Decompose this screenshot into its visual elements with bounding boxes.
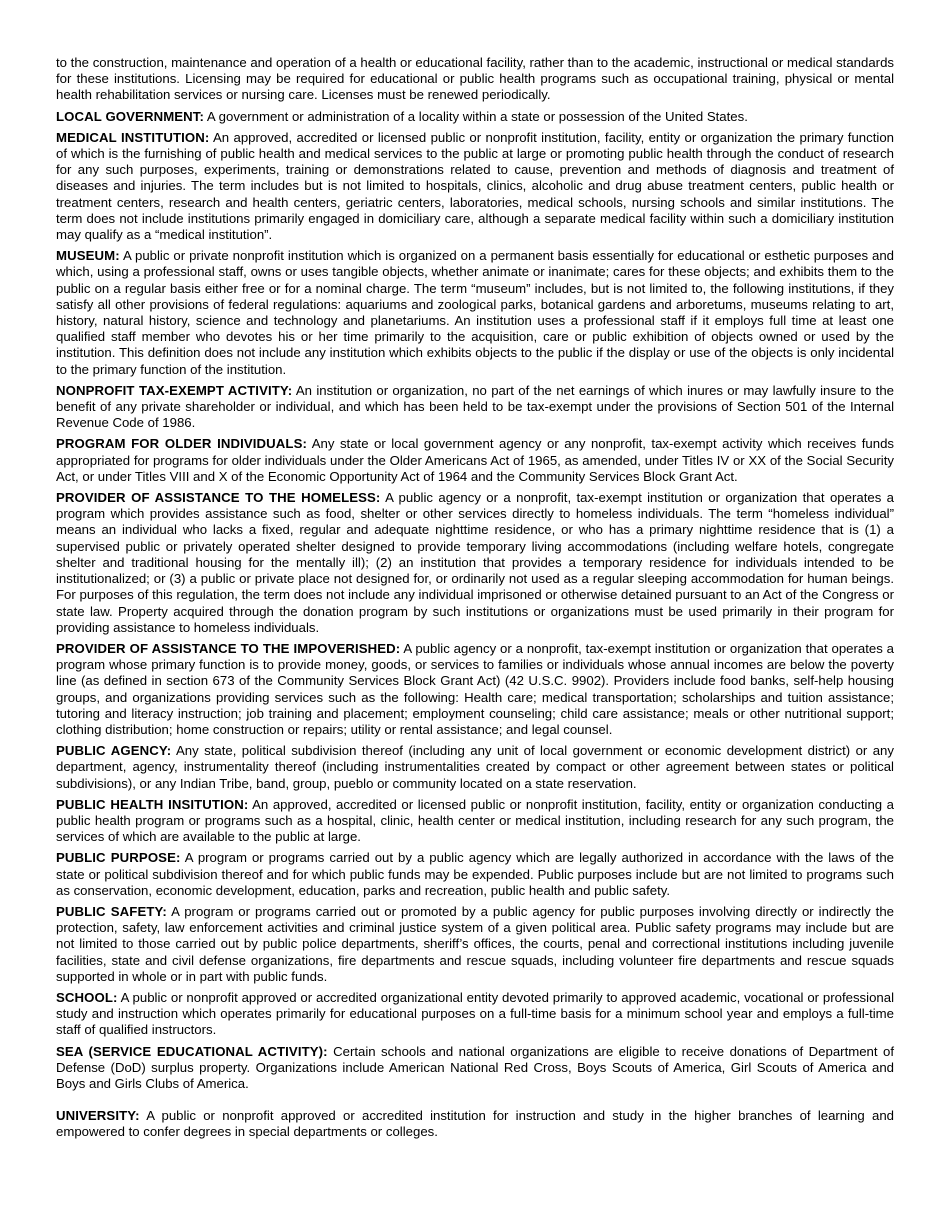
definition-text: A program or programs carried out or promoted by a public agency for public purposes involving directly or indirectly the protection, safety, law enforcement activities and criminal justice system of a given political area. Public safety programs may include but are not limited to those carried out by public police departments, sheriff’s offices, the courts, penal and correctional institutions including juvenile facilities, state and civil defense organizations, fire departments and rescue squads, including volunteer fire departments and rescue squads supported in whole or in part with public funds. — [56, 903, 895, 984]
definition-text: A government or administration of a locality within a state or possession of the United States. — [206, 108, 748, 124]
definition-sea — [56, 1044, 894, 1093]
definition-provider-homeless — [56, 490, 894, 636]
definition-term: UNIVERSITY: — [56, 1108, 140, 1124]
definition-term: LOCAL GOVERNMENT: — [56, 108, 204, 124]
definition-school — [56, 990, 894, 1039]
definition-university — [56, 1108, 894, 1140]
definition-text: Certain schools and national organizations are eligible to receive donations of Department of Defense (DoD) surplus property. Organizations include American National Red Cross, Boys Scouts of America, Girl Scouts of America and Boys and Girls Clubs of America. — [56, 1043, 894, 1091]
definition-public-agency — [56, 743, 894, 792]
definition-public-safety — [56, 904, 894, 985]
document-page — [56, 55, 894, 1146]
definition-medical-institution — [56, 130, 894, 243]
definition-term: SEA (SERVICE EDUCATIONAL ACTIVITY): — [56, 1043, 328, 1059]
definition-term: PROVIDER OF ASSISTANCE TO THE IMPOVERISHED: — [56, 640, 401, 656]
definition-term: MEDICAL INSTITUTION: — [56, 129, 210, 145]
definition-text: A public or nonprofit approved or accredited institution for instruction and study in the higher branches of learning and empowered to confer degrees in special departments or colleges. — [56, 1108, 894, 1140]
definition-term: PUBLIC PURPOSE: — [56, 850, 181, 866]
definition-text: Any state or local government agency or any nonprofit, tax-exempt activity which receives funds appropriated for programs for older individuals under the Older Americans Act of 1965, as amended, under Titles IV or XX of the Social Security Act, or under Titles VIII and X of the Economic Opportunity Act of 1964 and the Community Services Block Grant Act. — [56, 436, 894, 484]
definition-local-government — [56, 109, 894, 125]
definition-public-health-institution — [56, 797, 894, 846]
definition-term: PUBLIC AGENCY: — [56, 743, 172, 759]
definition-text: A public or private nonprofit institution which is organized on a permanent basis essentially for educational or esthetic purposes and which, using a professional staff, owns or uses tangible objects, whether animate or inanimate; cares for these objects; and exhibits them to the public on a regular basis either free or for a nominal charge. The term “museum” includes, but is not limited to, the following institutions, if they satisfy all other provisions of federal regulations: aquariums and zoological parks, botanical gardens and arboretums, museums relating to art, history, natural history, science and technology and planetariums. An institution uses a professional staff if it employs full time at least one qualified staff member who devotes his or her time primarily to the acquisition, care or public exhibition of objects owned or used by the institution. This definition does not include any institution which exhibits objects to the public if the display or use of the objects is only incidental to the primary function of the institution. — [56, 248, 895, 377]
definition-provider-impoverished — [56, 641, 894, 738]
definition-text: A program or programs carried out by a public agency which are legally authorized in accordance with the laws of the state or political subdivision thereof and for which public funds may be expended. Public purposes include but are not limited to programs such as conservation, economic development, education, parks and recreation, public health and public safety. — [56, 850, 895, 898]
intro-paragraph: to the construction, maintenance and operation of a health or educational facility, rather than to the academic, instructional or medical standards for these institutions. Licensing may be required for educational or public health programs such as occupational training, physical or mental health rehabilitation services or nursing care. Licenses must be renewed periodically. — [56, 55, 894, 103]
definition-term: PUBLIC HEALTH INSITUTION: — [56, 796, 249, 812]
definition-text: An institution or organization, no part of the net earnings of which inures or may lawfully insure to the benefit of any private shareholder or individual, and which has been held to be tax-exempt under the provisions of Section 501 of the Internal Revenue Code of 1986. — [56, 382, 895, 431]
definition-nonprofit-tax-exempt-activity — [56, 383, 894, 432]
definition-term: PUBLIC SAFETY: — [56, 903, 167, 919]
definition-text: A public or nonprofit approved or accredited organizational entity devoted primarily to approved academic, vocational or professional study and instruction which operates primarily for educational purposes on a full-time basis for a minimum school year and employs a full-time staff of qualified instructors. — [56, 989, 894, 1038]
definition-text: A public agency or a nonprofit, tax-exempt institution or organization that operates a program which provides assistance such as food, shelter or other services directly to homeless individuals. The term “homeless individual” means an individual who lacks a fixed, regular and adequate nighttime residence, or who has a primary nighttime residence that is (1) a supervised public or privately operated shelter designed to provide temporary living accommodations (including welfare hotels, congregate shelter and traditional housing for the mentally ill); (2) an institution that provides a temporary residence for individuals intended to be institutionalized; or (3) a public or private place not designed for, or ordinarily not used as a regular sleeping accommodation for human beings. For purposes of this regulation, the term does not include any individual imprisoned or otherwise detained pursuant to an Act of the Congress or state law. Property acquired through the donation program by such institutions or organizations must be used primarily in their program for providing assistance to homeless individuals. — [56, 490, 895, 635]
definition-public-purpose — [56, 850, 894, 899]
definition-museum — [56, 248, 894, 378]
definition-text: A public agency or a nonprofit, tax-exempt institution or organization that operates a program whose primary function is to provide money, goods, or services to families or individuals whose annual incomes are below the poverty line (as defined in section 673 of the Community Services Block Grant Act) (42 U.S.C. 9902). Providers include food banks, self-help housing groups, and organizations providing services such as the following: Health care; medical transportation; scholarships and tuition assistance; tutoring and literacy instruction; job training and placement; employment counseling; child care assistance; meals or other nutritional support; clothing distribution; home construction or repairs; utility or rental assistance; and legal counsel. — [56, 640, 894, 737]
definition-text: An approved, accredited or licensed public or nonprofit institution, facility, entity or organization the primary function of which is the furnishing of public health and medical services to the public at large or promoting public health through the conduct of research for any such purposes, experiments, training or demonstrations related to cause, prevention and methods of diagnosis and treatment of diseases and injuries. The term includes but is not limited to hospitals, clinics, alcoholic and drug abuse treatment centers, public health or treatment centers, research and health centers, geriatric centers, laboratories, medical schools, nursing schools and similar institutions. The term does not include institutions primarily engaged in domiciliary care, although a separate medical facility within such a domiciliary institution may qualify as a “medical institution”. — [56, 129, 894, 243]
definition-term: PROGRAM FOR OLDER INDIVIDUALS: — [56, 436, 307, 452]
definition-term: MUSEUM: — [56, 248, 120, 264]
definition-term: PROVIDER OF ASSISTANCE TO THE HOMELESS: — [56, 490, 381, 506]
definition-term: NONPROFIT TAX-EXEMPT ACTIVITY: — [56, 382, 293, 398]
definition-text: Any state, political subdivision thereof (including any unit of local government or economic development district) or any department, agency, instrumentality thereof (including instrumentalities created by compact or other agreement between states or political subdivisions), or any Indian Tribe, band, group, pueblo or community located on a state reservation. — [56, 743, 894, 791]
definition-program-for-older-individuals — [56, 436, 894, 485]
definition-text: An approved, accredited or licensed public or nonprofit institution, facility, entity or organization conducting a public health program or programs such as a hospital, clinic, health center or medical institution, including research for any such program, the services of which are available to the public at large. — [56, 796, 895, 845]
definition-term: SCHOOL: — [56, 989, 118, 1005]
